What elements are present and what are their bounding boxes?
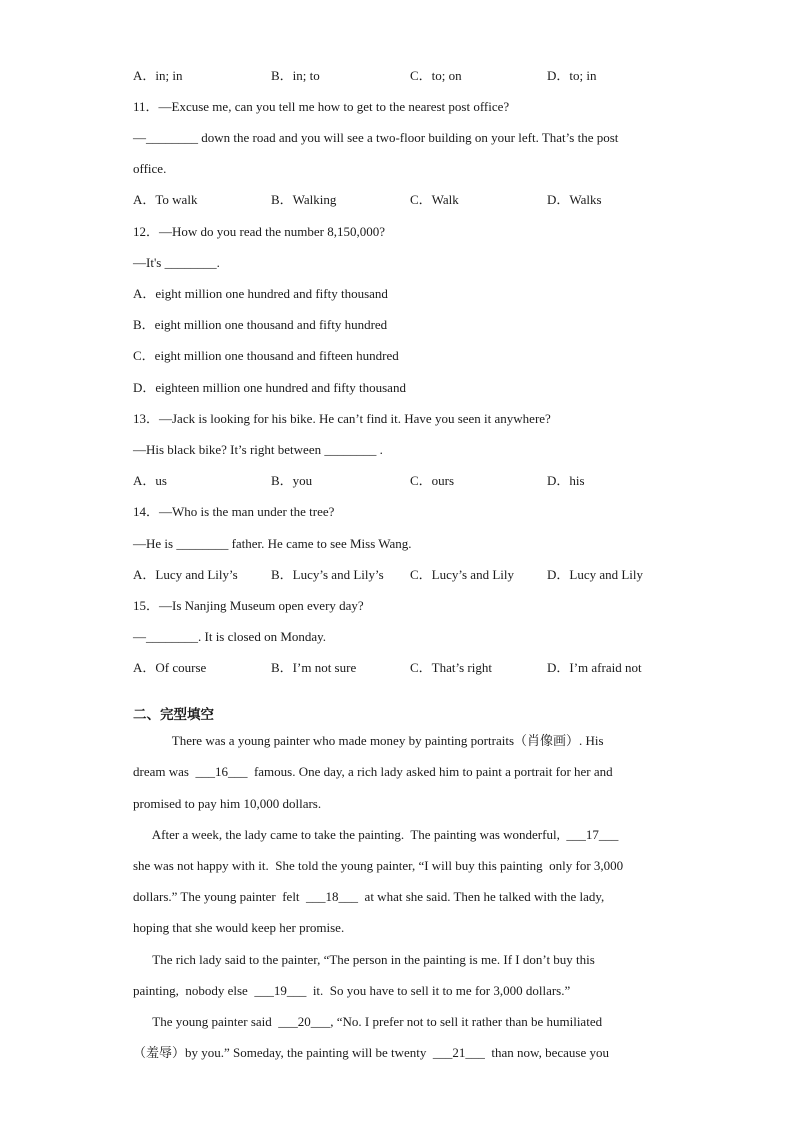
q13-option-b: B．you — [271, 473, 313, 488]
passage-line-6: dollars.” The young painter felt ___18___ at what she said. Then he talked with the lady, — [133, 889, 605, 904]
q15-question: 15．—Is Nanjing Museum open every day? — [133, 598, 364, 613]
q15-line2: —________. It is closed on Monday. — [133, 629, 327, 644]
q15-option-d: D．I’m afraid not — [547, 660, 642, 675]
q11-question: 11．—Excuse me, can you tell me how to get to the nearest post office? — [133, 99, 510, 114]
q13-option-a: A．us — [133, 473, 167, 488]
q14-option-d: D．Lucy and Lily — [547, 567, 644, 582]
q14-option-a: A．Lucy and Lily’s — [133, 567, 238, 582]
q11-option-a: A．To walk — [133, 192, 198, 207]
q12-option-a: A．eight million one hundred and fifty thousand — [133, 286, 388, 301]
passage-line-7: hoping that she would keep her promise. — [133, 920, 345, 935]
q10-option-a: A．in; in — [133, 68, 183, 83]
q11-option-b: B．Walking — [271, 192, 337, 207]
passage-line-11: （羞辱）by you.” Someday, the painting will be twenty ___21___ than now, because you — [133, 1045, 609, 1060]
q13-question: 13．—Jack is looking for his bike. He can’t find it. Have you seen it anywhere? — [133, 411, 551, 426]
q10-option-c: C．to; on — [410, 68, 462, 83]
passage-line-1: There was a young painter who made money by painting portraits（肖像画）. His — [133, 733, 604, 748]
q13-option-c: C．ours — [410, 473, 455, 488]
passage-line-4: After a week, the lady came to take the painting. The painting was wonderful, ___17___ — [133, 827, 619, 842]
q13-line2: —His black bike? It’s right between ________ . — [133, 442, 383, 457]
q11-option-c: C．Walk — [410, 192, 459, 207]
q11-option-d: D．Walks — [547, 192, 602, 207]
q10-option-b: B．in; to — [271, 68, 320, 83]
q14-option-c: C．Lucy’s and Lily — [410, 567, 514, 582]
passage-line-10: The young painter said ___20___, “No. I prefer not to sell it rather than be humiliated — [133, 1014, 603, 1029]
q13-option-d: D．his — [547, 473, 585, 488]
q12-option-d: D．eighteen million one hundred and fifty thousand — [133, 380, 406, 395]
q15-option-c: C．That’s right — [410, 660, 492, 675]
q14-option-b: B．Lucy’s and Lily’s — [271, 567, 384, 582]
q12-line2: —It's ________. — [133, 255, 220, 270]
q11-line3: office. — [133, 161, 167, 176]
passage-line-2: dream was ___16___ famous. One day, a rich lady asked him to paint a portrait for her and — [133, 764, 613, 779]
passage-line-3: promised to pay him 10,000 dollars. — [133, 796, 322, 811]
q15-option-a: A．Of course — [133, 660, 207, 675]
q12-option-b: B．eight million one thousand and fifty hundred — [133, 317, 388, 332]
q12-option-c: C．eight million one thousand and fifteen hundred — [133, 348, 399, 363]
passage-line-5: she was not happy with it. She told the young painter, “I will buy this painting only for 3,000 — [133, 858, 624, 873]
q14-question: 14．—Who is the man under the tree? — [133, 504, 335, 519]
passage-line-8: The rich lady said to the painter, “The person in the painting is me. If I don’t buy this — [133, 952, 595, 967]
q15-option-b: B．I’m not sure — [271, 660, 357, 675]
section-heading-cloze: 二、完型填空 — [133, 707, 214, 723]
q11-line2: —________ down the road and you will see a two-floor building on your left. That’s the post — [133, 130, 619, 145]
q10-option-d: D．to; in — [547, 68, 597, 83]
q12-question: 12．—How do you read the number 8,150,000? — [133, 224, 386, 239]
q14-line2: —He is ________ father. He came to see Miss Wang. — [133, 536, 412, 551]
passage-line-9: painting, nobody else ___19___ it. So you have to sell it to me for 3,000 dollars.” — [133, 983, 571, 998]
